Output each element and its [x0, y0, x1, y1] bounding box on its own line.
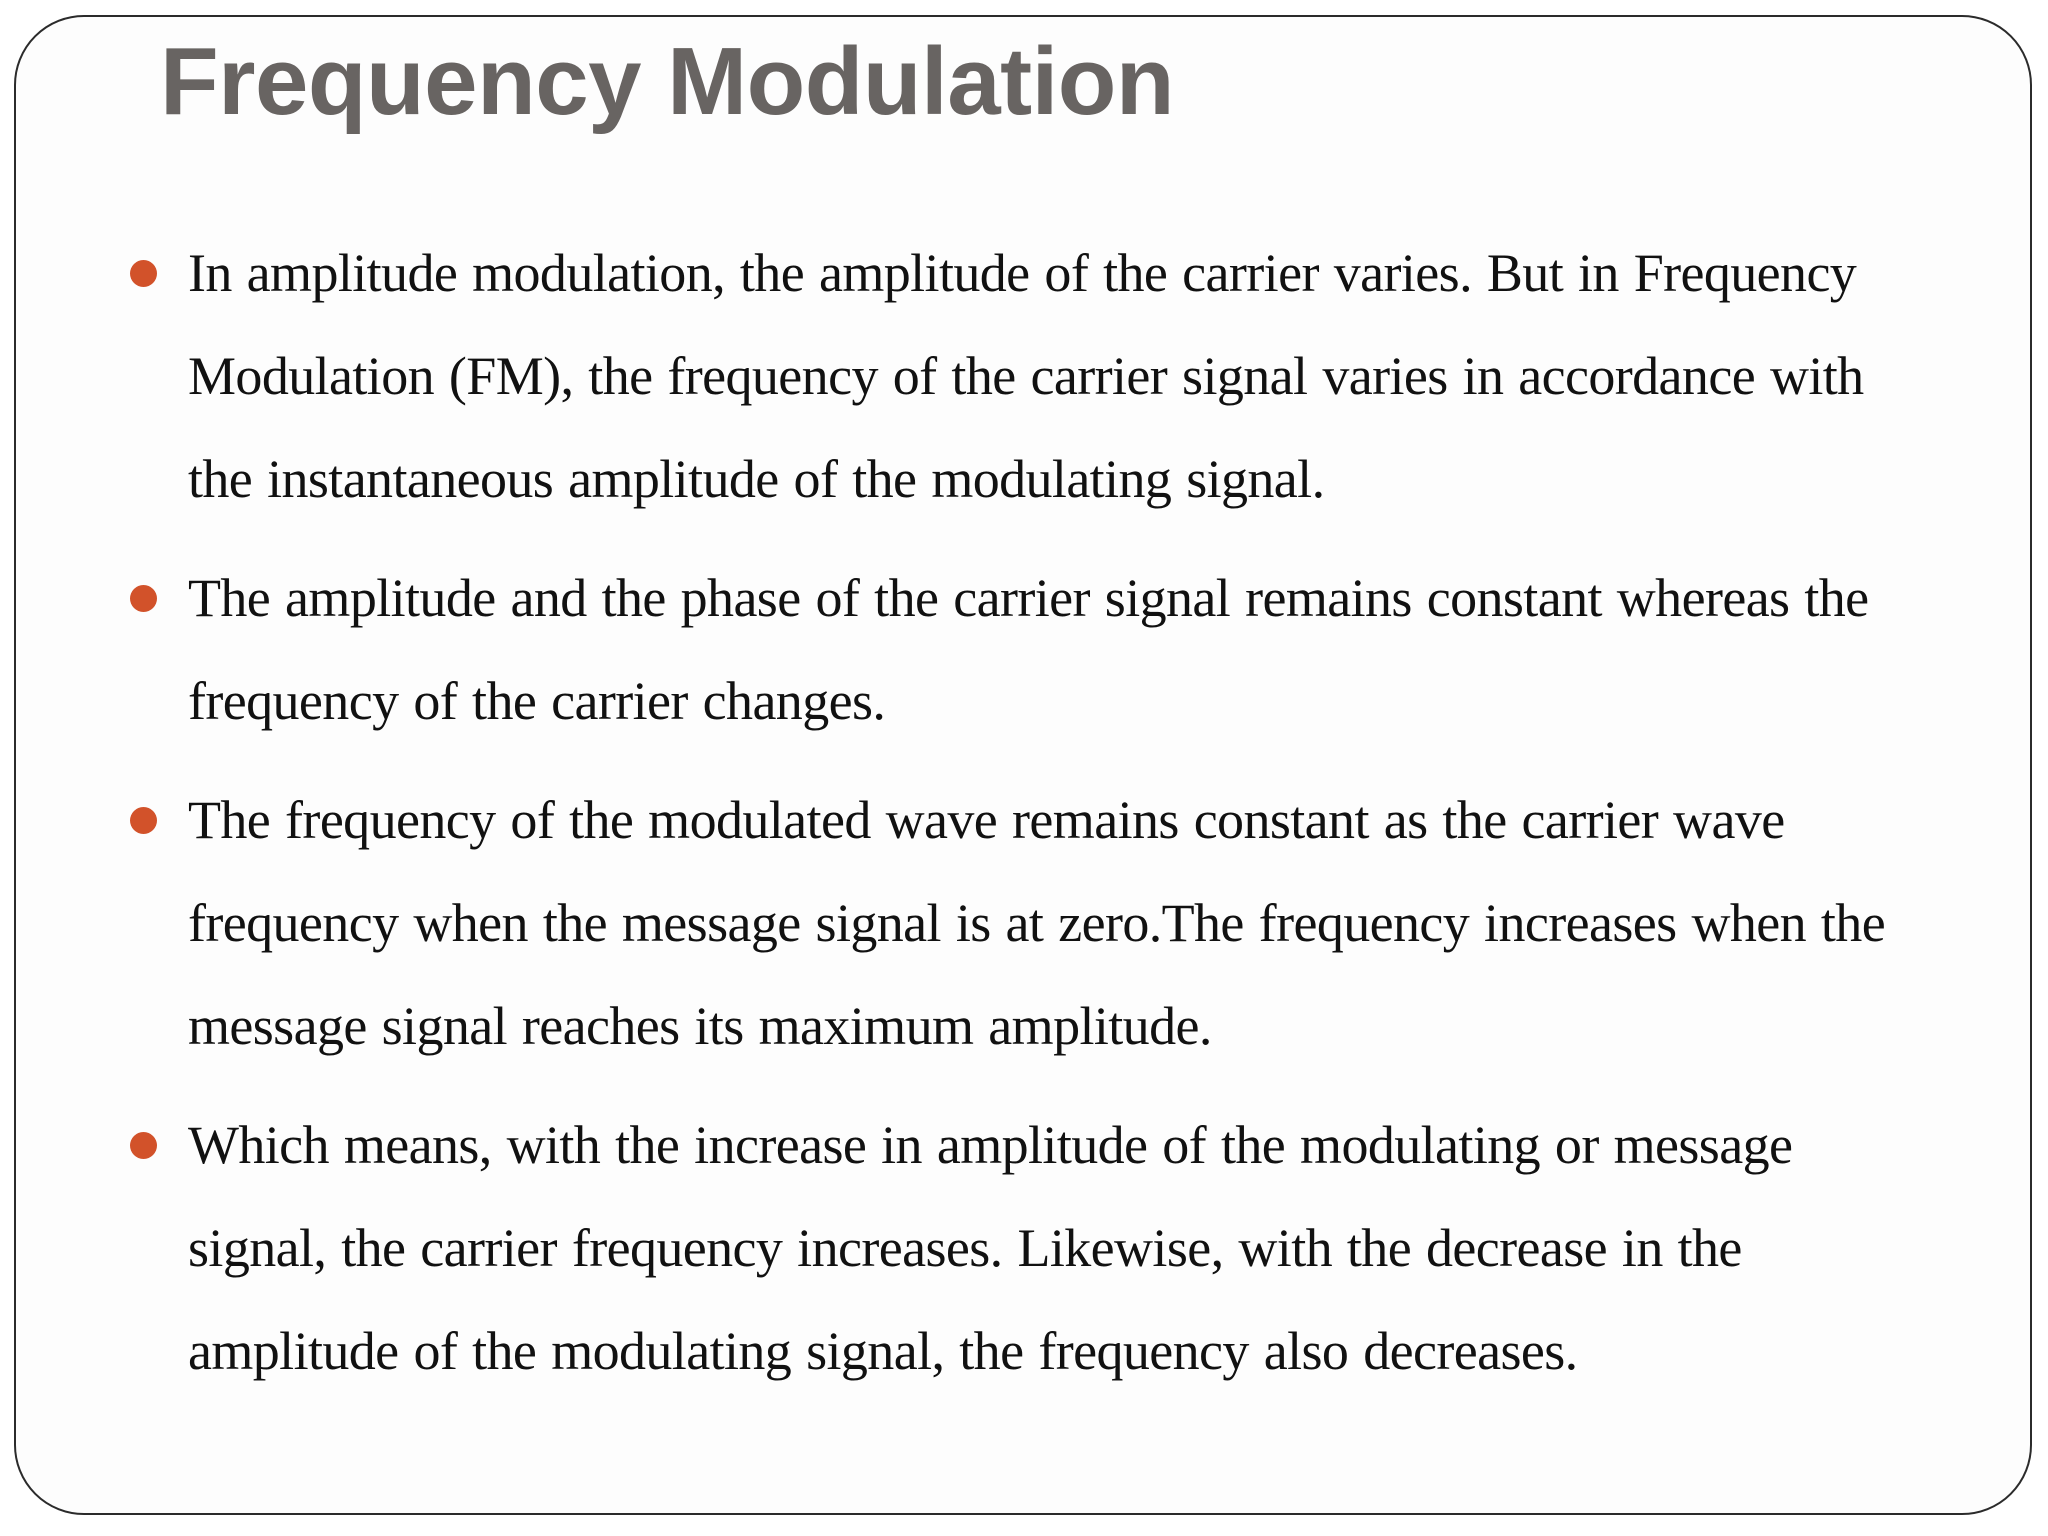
bullet-item: [130, 547, 1930, 753]
bullet-text: The amplitude and the phase of the carrier signal remains constant whereas the frequency of the carrier changes.: [188, 568, 1869, 731]
bullet-text: The frequency of the modulated wave remains constant as the carrier wave frequency when the message signal is at zero.The frequency increases when the message signal reaches its maximum amplitude.: [188, 790, 1886, 1056]
bullet-dot-icon: [130, 585, 157, 612]
bullet-text: Which means, with the increase in amplitude of the modulating or message signal, the carrier frequency increases. Likewise, with the decrease in the amplitude of the modulating signal, the frequency also decreases.: [188, 1115, 1793, 1381]
bullet-item: [130, 222, 1930, 531]
bullet-item: [130, 769, 1930, 1078]
bullet-list: [130, 222, 1930, 1419]
bullet-dot-icon: [130, 1132, 157, 1159]
bullet-item: [130, 1094, 1930, 1403]
bullet-text: In amplitude modulation, the amplitude of the carrier varies. But in Frequency Modulation (FM), the frequency of the carrier signal varies in accordance with the instantaneous amplitude of the modulating signal.: [188, 243, 1864, 509]
slide-title: Frequency Modulation: [160, 28, 1175, 135]
bullet-dot-icon: [130, 260, 157, 287]
bullet-dot-icon: [130, 807, 157, 834]
